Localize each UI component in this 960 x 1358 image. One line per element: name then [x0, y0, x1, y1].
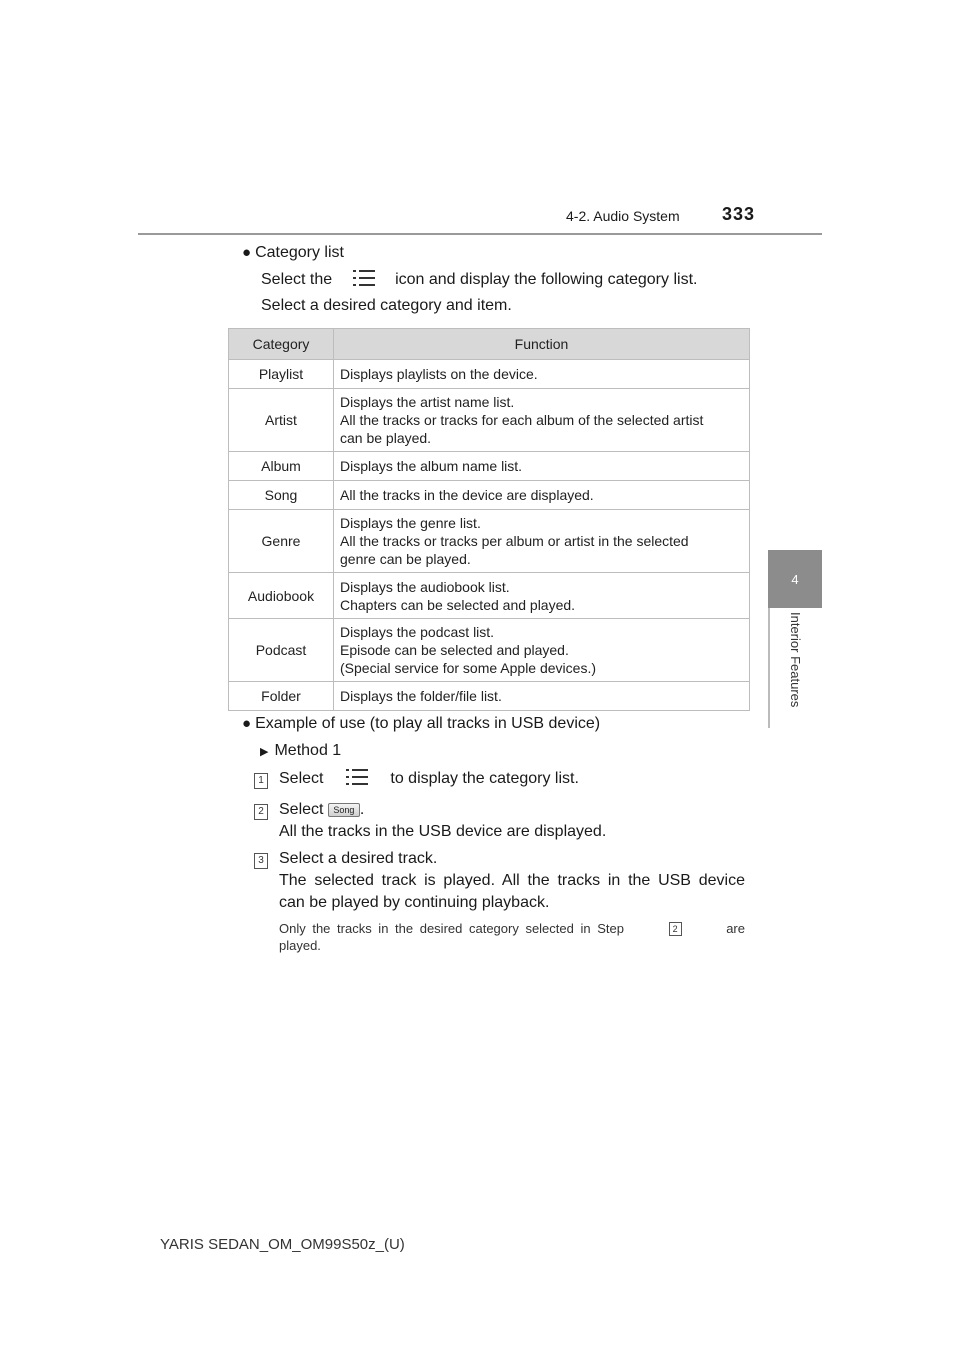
chapter-tab-divider — [768, 608, 770, 728]
function-cell — [334, 481, 750, 510]
category-list-label: Category list — [255, 244, 344, 261]
step-2-text — [279, 800, 364, 820]
function-cell — [334, 619, 750, 682]
example-heading — [242, 714, 600, 734]
table-row — [229, 452, 750, 481]
category-cell: Audiobook — [229, 573, 334, 619]
step-number-box — [254, 770, 268, 789]
function-text: Displays the folder/file list. — [340, 688, 502, 704]
function-cell — [334, 452, 750, 481]
list-menu-icon — [353, 270, 375, 286]
function-text: All the tracks in the device are displayed. — [340, 487, 594, 503]
step-text: Select — [279, 801, 324, 818]
table-row — [229, 360, 750, 389]
step-text: Select — [279, 770, 324, 787]
table-row — [229, 510, 750, 573]
page-number: 333 — [722, 204, 756, 224]
function-text: genre can be played. — [340, 551, 471, 567]
function-text: Displays the artist name list. — [340, 394, 515, 410]
function-text: Chapters can be selected and played. — [340, 596, 576, 613]
method-heading — [260, 741, 341, 762]
category-list-heading — [242, 243, 344, 263]
step-text: . — [359, 801, 365, 818]
step-number-box — [254, 850, 268, 869]
function-text: Displays the album name list. — [340, 458, 523, 474]
function-text: Displays the genre list. — [340, 515, 481, 531]
example-label: Example of use (to play all tracks in USB device) — [255, 715, 601, 732]
section-title: 4-2. Audio System — [566, 208, 680, 224]
note-line-1 — [279, 920, 745, 937]
category-cell: Album — [229, 452, 334, 481]
function-text: Displays the podcast list. — [340, 624, 495, 640]
table-row — [229, 619, 750, 682]
chapter-number: 4 — [791, 571, 799, 587]
header-divider — [138, 233, 822, 235]
instruction-text: icon and display the following category list. — [395, 271, 698, 288]
step-3-detail-1: The selected track is played. All the tracks in the USB device — [279, 872, 745, 889]
step-number: 2 — [254, 804, 268, 820]
category-list-instruction-2: Select a desired category and item. — [261, 297, 512, 314]
table-header-row — [229, 329, 750, 360]
table-row — [229, 481, 750, 510]
column-header-function: Function — [334, 329, 750, 360]
instruction-text: Select the — [261, 271, 333, 288]
chapter-tab — [768, 550, 822, 608]
list-menu-icon — [346, 769, 368, 785]
function-text: can be played. — [340, 430, 432, 446]
step-text: to display the category list. — [390, 770, 579, 787]
footer-doc-id: YARIS SEDAN_OM_OM99S50z_(U) — [160, 1236, 405, 1253]
bullet-icon: ● — [242, 715, 252, 732]
category-cell: Playlist — [229, 360, 334, 389]
song-button: Song — [328, 803, 360, 817]
chapter-title: Interior Features — [788, 612, 803, 708]
function-cell — [334, 573, 750, 619]
step-2-detail: All the tracks in the USB device are displayed. — [279, 823, 607, 840]
function-text: Displays the audiobook list. — [340, 578, 510, 595]
step-3-detail-2: can be played by continuing playback. — [279, 894, 550, 911]
step-1-text — [279, 769, 579, 789]
function-cell — [334, 389, 750, 452]
step-number: 3 — [254, 853, 268, 869]
function-cell — [334, 510, 750, 573]
function-text: All the tracks or tracks for each album of the selected artist — [340, 412, 704, 428]
bullet-icon: ● — [242, 244, 252, 261]
step-number-box — [254, 801, 268, 820]
step-reference: 2 — [669, 922, 682, 936]
category-table — [228, 328, 750, 711]
function-text: (Special service for some Apple devices.) — [340, 660, 596, 676]
note-text: Only the tracks in the desired category selected in Step — [279, 921, 624, 936]
method-label: Method 1 — [274, 742, 342, 759]
function-cell — [334, 682, 750, 711]
column-header-category: Category — [229, 329, 334, 360]
category-cell: Podcast — [229, 619, 334, 682]
table-row — [229, 682, 750, 711]
table-row — [229, 389, 750, 452]
function-text: Episode can be selected and played. — [340, 642, 569, 658]
triangle-right-icon: ▶ — [260, 746, 269, 758]
step-3-text: Select a desired track. — [279, 850, 438, 867]
category-cell: Song — [229, 481, 334, 510]
note-line-2: played. — [279, 938, 321, 953]
step-number: 1 — [254, 773, 268, 789]
function-text: Displays playlists on the device. — [340, 366, 538, 382]
note-text: are — [726, 921, 745, 936]
table-row — [229, 573, 750, 619]
category-cell: Genre — [229, 510, 334, 573]
category-cell: Artist — [229, 389, 334, 452]
function-cell — [334, 360, 750, 389]
category-list-instruction-1 — [261, 270, 697, 290]
category-cell: Folder — [229, 682, 334, 711]
function-text: All the tracks or tracks per album or artist in the selected — [340, 533, 689, 549]
